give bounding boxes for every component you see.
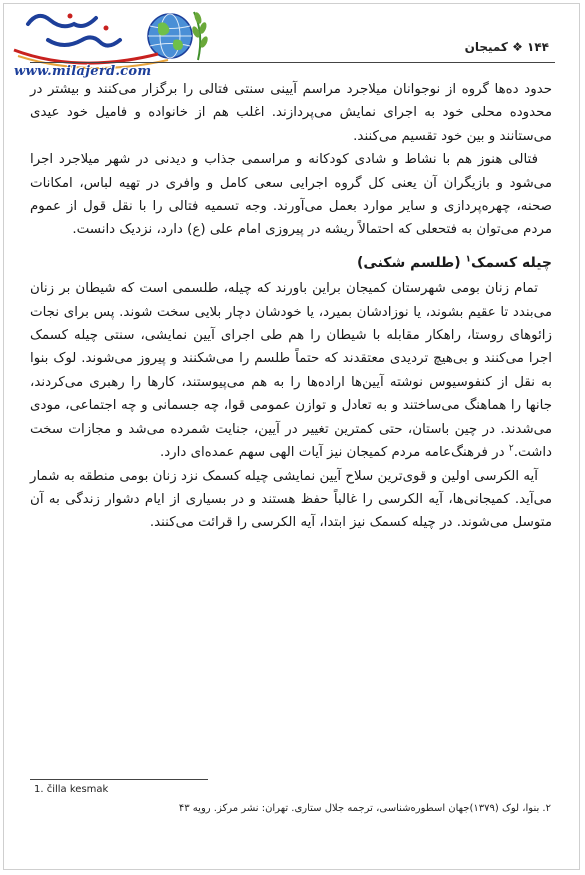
paragraph-4: آیه الکرسی اولین و قوی‌ترین سلاح آیین نمایشی چیله کسمک نزد زنان بومی منطقه به شمار می‌آید. کمیجانی‌ها، آیه الکرسی را غالباً حفظ هستند و در بسیاری از ایام دشوار زندگی به آن متوسل می‌شوند. در چیله کسمک نیز ابتدا، آیه الکرسی را قرائت می‌کنند. bbox=[30, 468, 552, 531]
paragraph-3-end: در فرهنگ‌عامه مردم کمیجان نیز آیات الهی سهم عمده‌ای دارد. bbox=[159, 445, 509, 461]
site-url[interactable]: www.milajerd.com bbox=[14, 64, 152, 79]
paragraph-3-text: تمام زنان بومی شهرستان کمیجان براین باورند که چیله، طلسمی است که شیطان بر زنان می‌بندد تا عقیم بشوند، یا نوزادشان بمیرد، یا خودشان دچار بلایی سخت شوند. پس برای نجات زائوهای روستا، راهکار مقابله با شیطان را هم طی اجرای آیین نمایشی، سنتی چیله کسمک اجرا می‌کنند و بی‌هیچ تردیدی معتقدند که حتماً طلسم را می‌شکنند و پیروز می‌شوند. لوک بنوا به نقل از کنفوسیوس نوشته آیین‌ها اراده‌ها را به هم می‌پیوستند، کارها را رهبری می‌کردند، جانها را هماهنگ می‌ساختند و به تعادل و توازن عمومی قوا، چه جسمانی و چه اجتماعی، مودی می‌شدند. در چین باستان، حتی کمترین تغییر در آیین، جنایت شمرده می‌شد و مجازات سخت داشت. bbox=[30, 281, 552, 461]
footnote-ref-1: ۱ bbox=[465, 254, 471, 265]
section-title-text: چیله کسمک bbox=[471, 254, 552, 271]
footnote-ref-2: ۲ bbox=[508, 443, 514, 454]
paragraph-1: حدود ده‌ها گروه از نوجوانان میلاجرد مراسم آیینی سنتی فتالی را برگزار می‌کنند و بیشتر در محدوده محلی خود به اجرای نمایش می‌پردازند. اغلب هم از خانواده و فامیل خود عیدی می‌ستانند و بین خود تقسیم می‌کنند. bbox=[30, 82, 552, 144]
section-title-paren: (طلسم شکنی) bbox=[357, 254, 466, 271]
header-rule bbox=[30, 62, 555, 63]
footnote-1: 1. čilla kesmak bbox=[34, 784, 109, 795]
paragraph-3 bbox=[30, 277, 552, 464]
footnote-rule bbox=[30, 779, 208, 780]
running-head: ۱۴۴ ❖ کمیجان bbox=[464, 40, 549, 54]
section-title bbox=[30, 252, 552, 275]
paragraph-2: فتالی هنوز هم با نشاط و شادی کودکانه و مراسمی جذاب و دیدنی در شهر میلاجرد اجرا می‌شود و بازیگران آن یعنی کل گروه اجرایی سعی کامل و وافری در تهیه لباس، امکانات صحنه، چهره‌پردازی و سایر موارد بعمل می‌آورند. وجه تسمیه فتالی را با نقل قول از عموم مردم می‌توان به فتحعلی که احتمالاً ریشه در پیروزی امام علی (ع) دارد، نزدیک دانست. bbox=[30, 152, 552, 238]
footnote-2: ۲. بنوا، لوک (۱۳۷۹)جهان اسطوره‌شناسی، ترجمه جلال ستاری. تهران: نشر مرکز. رویه ۴۳ bbox=[178, 803, 551, 814]
site-logo[interactable] bbox=[8, 4, 218, 82]
page-body bbox=[30, 78, 552, 535]
